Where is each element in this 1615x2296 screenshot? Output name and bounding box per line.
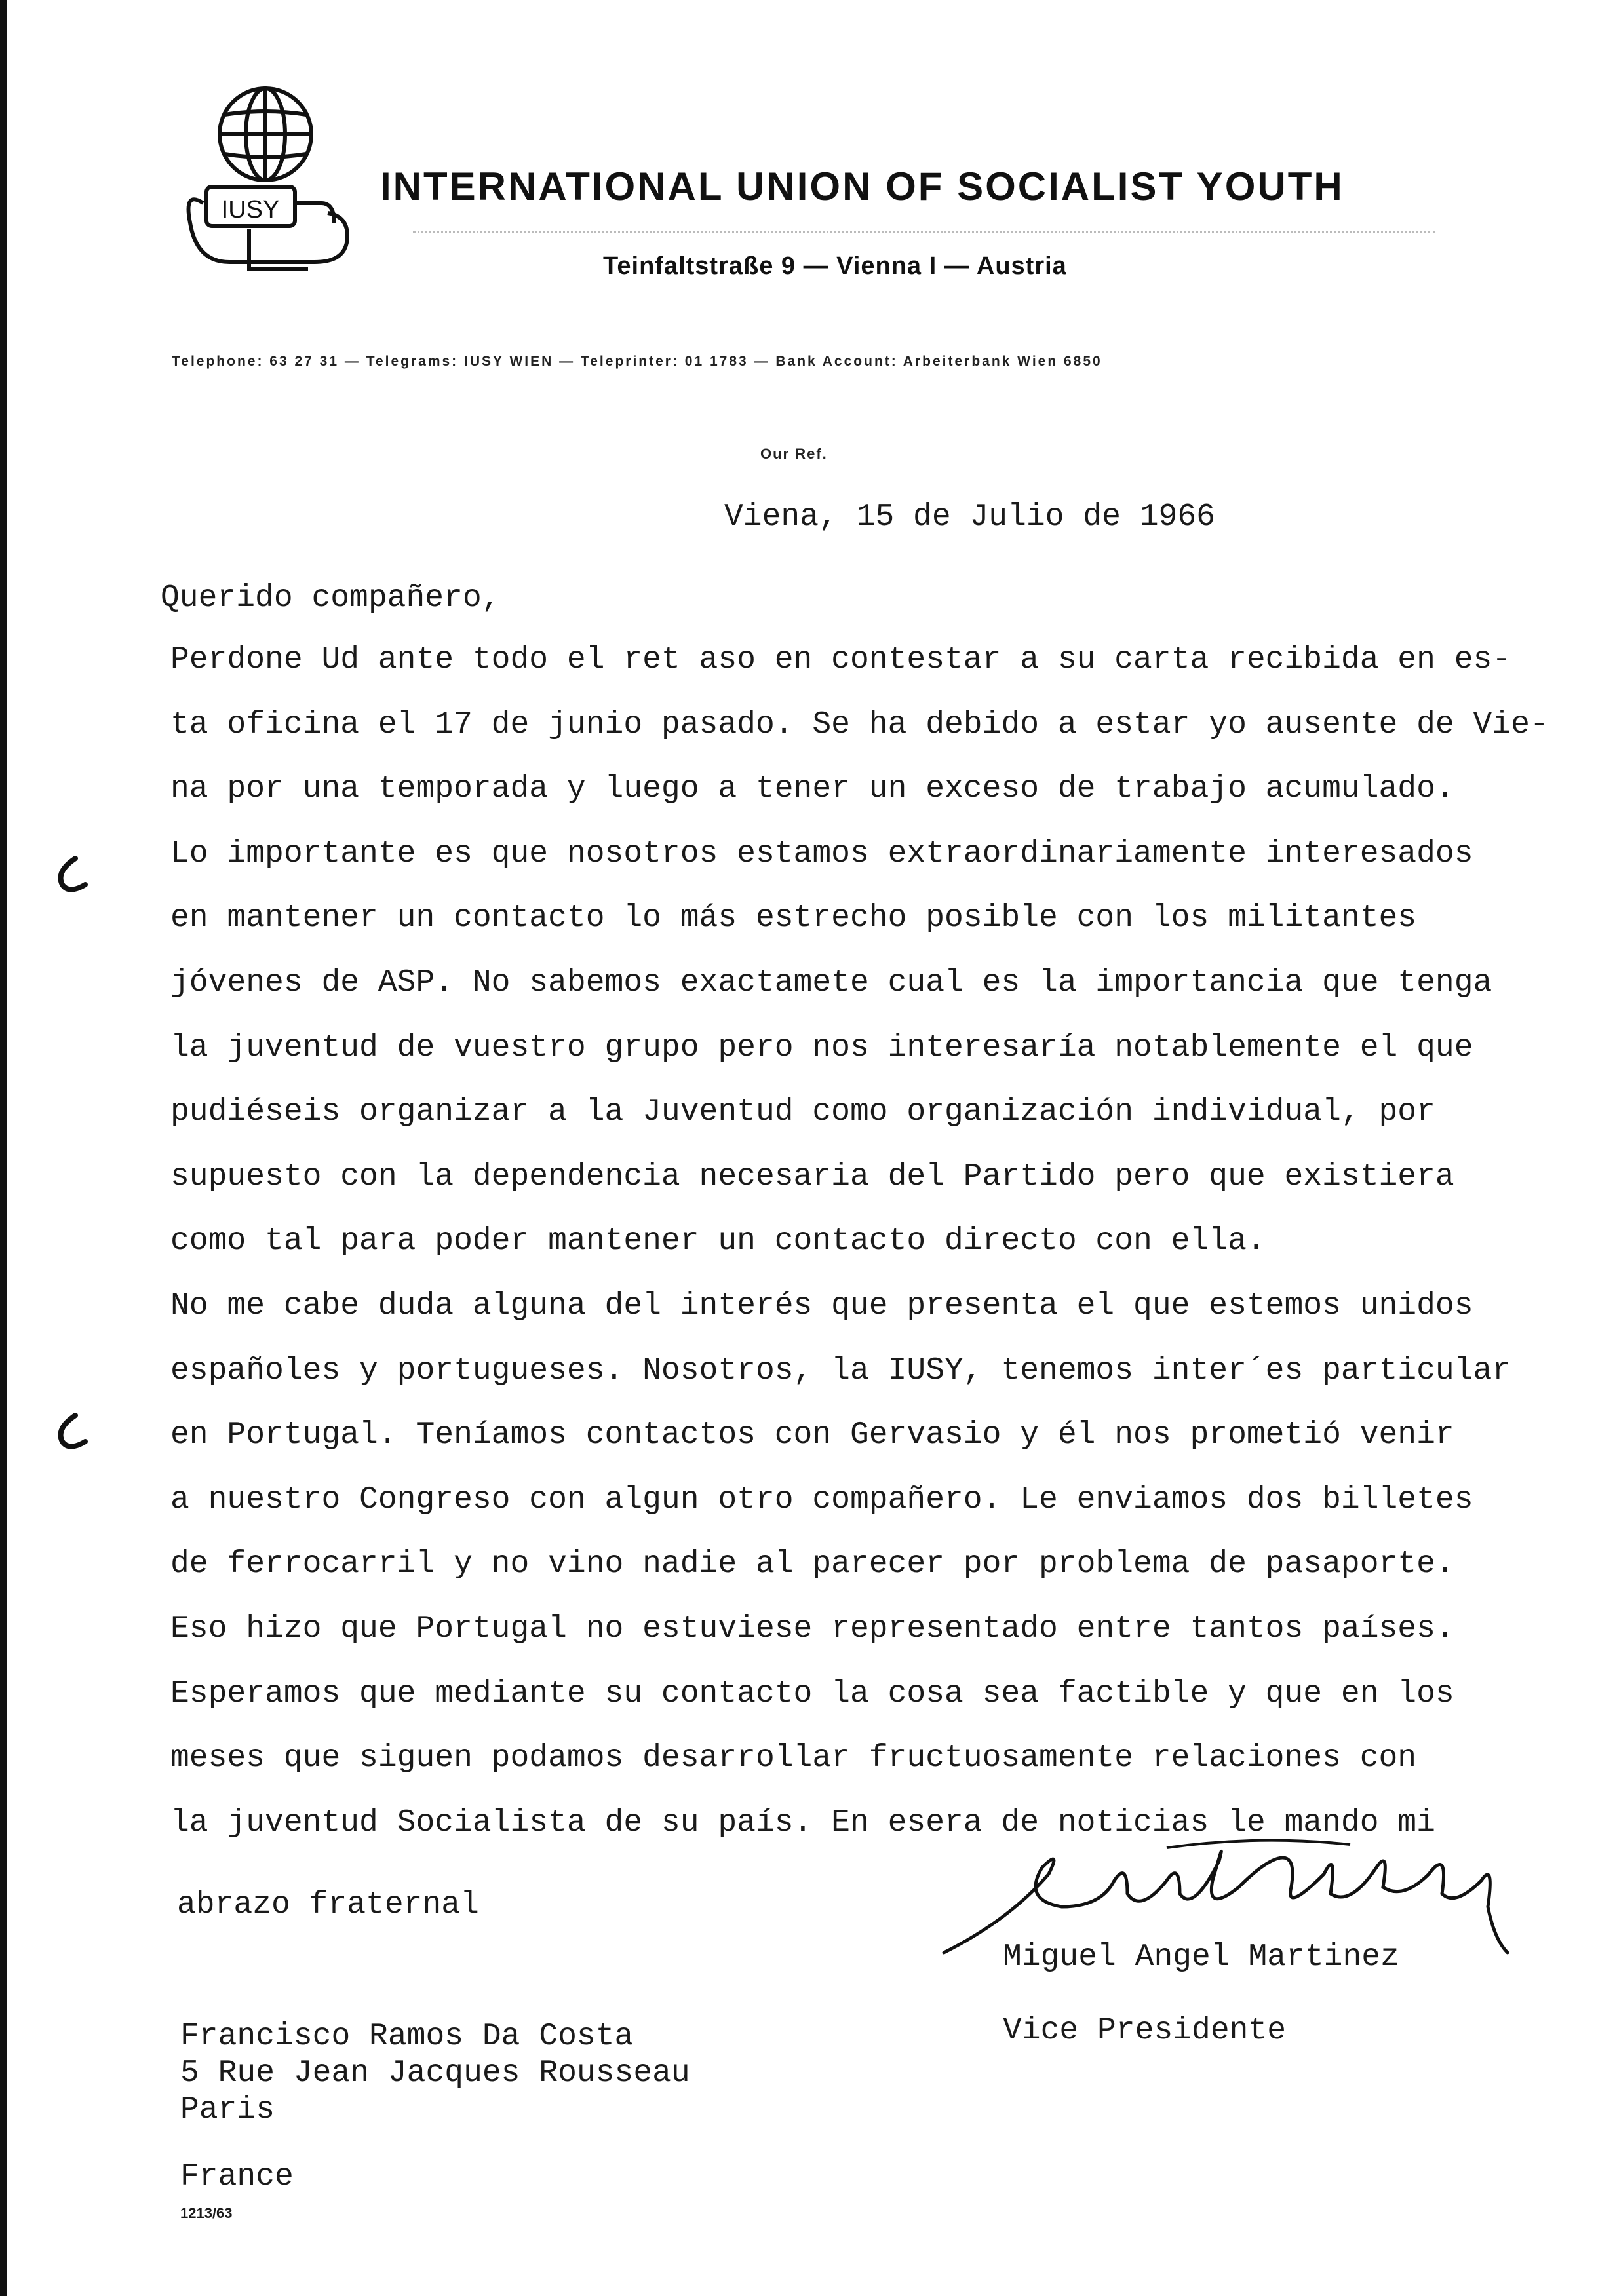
recipient-line: 5 Rue Jean Jacques Rousseau — [180, 2056, 690, 2091]
recipient-country: France — [180, 2159, 294, 2194]
file-reference: 1213/63 — [180, 2205, 233, 2221]
letter-body — [170, 628, 1599, 1855]
body-line: Lo importante es que nosotros estamos extraordinariamente interesados — [170, 835, 1473, 871]
body-line: en Portugal. Teníamos contactos con Gervasio y él nos prometió venir — [170, 1417, 1454, 1453]
contact-line: Telephone: 63 27 31 — Telegrams: IUSY WIEN — Teleprinter: 01 1783 — Bank Account: Arbeiterbank Wien 6850 — [172, 354, 1102, 369]
reference-label: Our Ref. — [760, 446, 828, 462]
closing: abrazo fraternal — [177, 1887, 479, 1923]
recipient-line: Francisco Ramos Da Costa — [180, 2019, 634, 2054]
body-line: españoles y portugueses. Nosotros, la IUSY, tenemos inter´es particular — [170, 1352, 1511, 1388]
body-line: na por una temporada y luego a tener un exceso de trabajo acumulado. — [170, 771, 1454, 807]
signer-title: Vice Presidente — [1003, 2013, 1287, 2048]
recipient-line: Paris — [180, 2092, 275, 2128]
body-line: la juventud Socialista de su país. En esera de noticias le mando mi — [170, 1805, 1435, 1841]
body-line: de ferrocarril y no vino nadie al parecer por problema de pasaporte. — [170, 1546, 1454, 1582]
punch-hole-mark — [49, 1409, 95, 1455]
handwritten-signature — [931, 1822, 1547, 2012]
recipient-address — [180, 2018, 690, 2128]
signer-name: Miguel Angel Martinez — [1003, 1940, 1399, 1975]
body-line: meses que siguen podamos desarrollar fructuosamente relaciones con — [170, 1740, 1417, 1776]
body-line: jóvenes de ASP. No sabemos exactamete cual es la importancia que tenga — [170, 965, 1492, 1001]
body-line: en mantener un contacto lo más estrecho posible con los militantes — [170, 900, 1417, 936]
letter-date: Viena, 15 de Julio de 1966 — [724, 499, 1215, 535]
body-line: a nuestro Congreso con algun otro compañero. Le enviamos dos billetes — [170, 1482, 1473, 1518]
body-line: No me cabe duda alguna del interés que presenta el que estemos unidos — [170, 1288, 1473, 1324]
body-line: ta oficina el 17 de junio pasado. Se ha debido a estar yo ausente de Vie- — [170, 706, 1549, 742]
organization-name: INTERNATIONAL UNION OF SOCIALIST YOUTH — [380, 164, 1344, 208]
body-line: supuesto con la dependencia necesaria del Partido pero que existiera — [170, 1158, 1454, 1195]
salutation: Querido compañero, — [161, 581, 501, 616]
iusy-logo — [177, 72, 354, 282]
body-line: como tal para poder mantener un contacto directo con ella. — [170, 1223, 1266, 1259]
body-line: Perdone Ud ante todo el ret aso en contestar a su carta recibida en es- — [170, 642, 1511, 678]
organization-address: Teinfaltstraße 9 — Vienna I — Austria — [603, 252, 1067, 280]
divider — [413, 231, 1435, 233]
body-line: Esperamos que mediante su contacto la cosa sea factible y que en los — [170, 1675, 1454, 1712]
page-edge — [0, 0, 7, 2296]
logo-text: IUSY — [221, 196, 280, 223]
body-line: pudiéseis organizar a la Juventud como organización individual, por — [170, 1094, 1435, 1130]
body-line: la juventud de vuestro grupo pero nos interesaría notablemente el que — [170, 1029, 1473, 1065]
punch-hole-mark — [49, 852, 95, 898]
body-line: Eso hizo que Portugal no estuviese representado entre tantos países. — [170, 1611, 1454, 1647]
